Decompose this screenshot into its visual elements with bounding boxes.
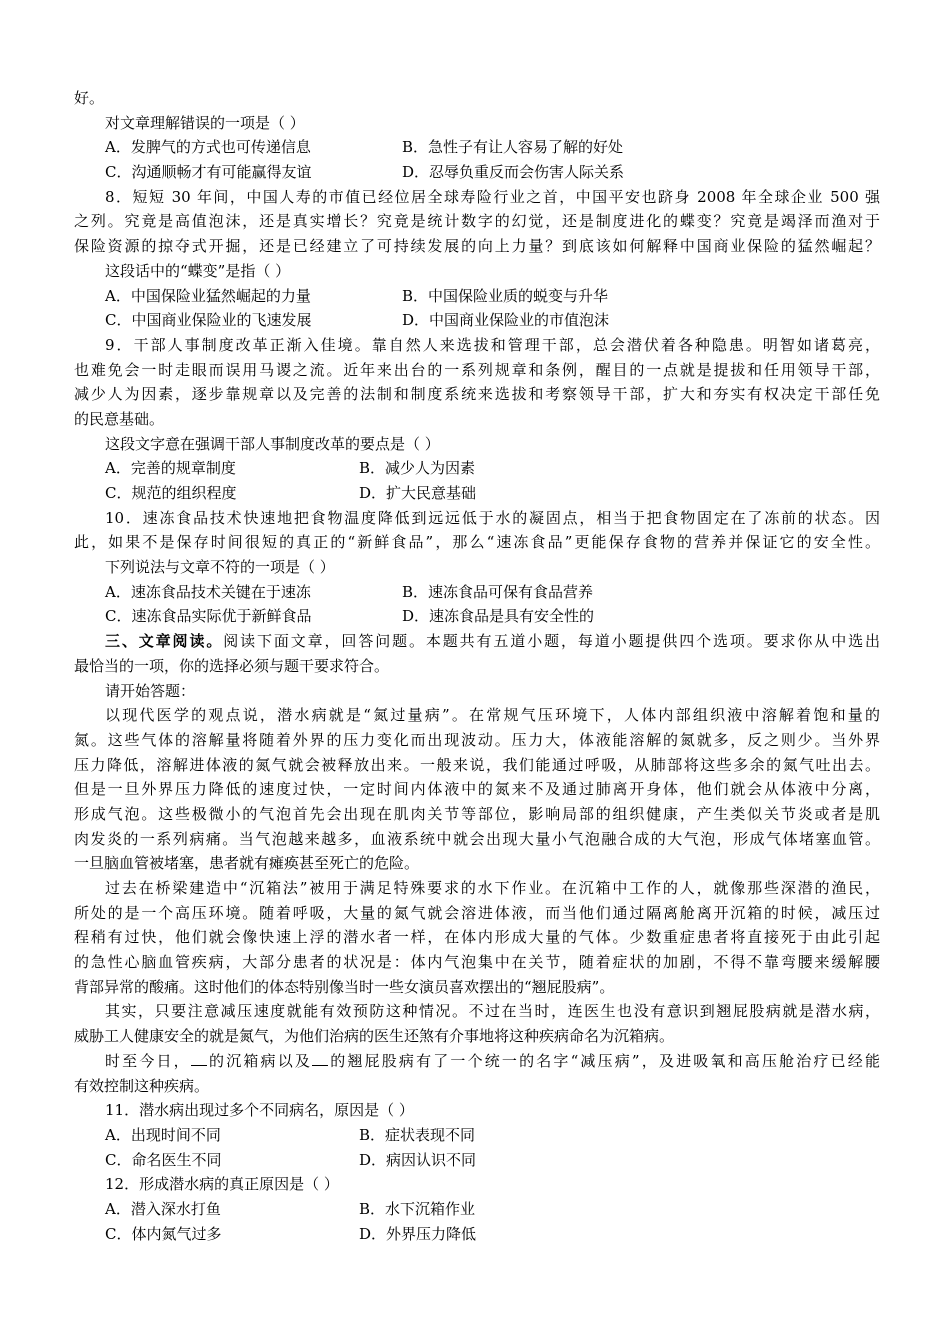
question-stem: 12．形成潜水病的真正原因是（ ） bbox=[105, 1175, 339, 1194]
question-stem: 这段文字意在强调干部人事制度改革的要点是（ ） bbox=[105, 434, 440, 453]
option-row bbox=[74, 135, 880, 160]
text-line: 减少人为因素，逐步靠规章以及完善的法制和制度系统来选拔和考察领导干部，扩大和夯实有权决定干部任免 bbox=[74, 385, 880, 404]
text-line: 的民意基础。 bbox=[74, 409, 165, 428]
text-line: 形成气泡。这些极微小的气泡首先会出现在肌肉关节等部位，影响局部的组织健康，产生类似关节炎或者是肌 bbox=[74, 804, 880, 823]
text-line: 程稍有过快，他们就会像快速上浮的潜水者一样，在体内形成大量的气体。少数重症患者将直接死于由此引起 bbox=[74, 928, 880, 947]
option-a: A．发脾气的方式也可传递信息 bbox=[105, 138, 311, 157]
option-c: C．中国商业保险业的飞速发展 bbox=[105, 311, 312, 330]
text-line: 好。 bbox=[74, 89, 105, 107]
question-stem: 对文章理解错误的一项是（ ） bbox=[105, 113, 305, 132]
text-line: 背部异常的酸痛。这时他们的体态特别像当时一些女演员喜欢摆出的“翘屁股病”。 bbox=[74, 977, 615, 996]
text-line: 肉发炎的一系列病痛。当气泡越来越多，血液系统中就会出现大量小气泡融合成的大气泡，形成气体堵塞血管。 bbox=[74, 829, 880, 848]
text-line: 9．干部人事制度改革正渐入佳境。靠自然人来选拔和管理干部，总会潜伏着各种隐患。明智如诸葛亮， bbox=[105, 335, 880, 354]
section-heading: 三、文章阅读。 bbox=[105, 632, 224, 651]
option-row bbox=[74, 1197, 880, 1222]
text-line: 之列。究竟是高值泡沫，还是真实增长？究竟是统计数字的幻觉，还是制度进化的蝶变？究竟是竭泽而渔对于 bbox=[74, 212, 880, 231]
text-line: 此，如果不是保存时间很短的真正的“新鲜食品”，那么“速冻食品”更能保存食物的营养并保证它的安全性。 bbox=[74, 533, 880, 552]
option-row bbox=[74, 160, 880, 185]
option-a: A．完善的规章制度 bbox=[105, 459, 236, 478]
option-b: B．速冻食品可保有食品营养 bbox=[402, 582, 594, 601]
option-d: D．中国商业保险业的市值泡沫 bbox=[402, 311, 610, 330]
option-row bbox=[74, 1222, 880, 1247]
option-c: C．命名医生不同 bbox=[105, 1150, 222, 1169]
option-row bbox=[74, 580, 880, 605]
option-d: D．忍辱负重反而会伤害人际关系 bbox=[402, 163, 625, 182]
option-b: B．症状表现不同 bbox=[359, 1125, 476, 1144]
text-line: 保险资源的掠夺式开掘，还是已经建立了可持续发展的向上力量？到底该如何解释中国商业保险的猛然崛起？ bbox=[74, 237, 880, 256]
option-c: C．沟通顺畅才有可能赢得友谊 bbox=[105, 163, 312, 182]
text-line: 8．短短 30 年间，中国人寿的市值已经位居全球寿险行业之首，中国平安也跻身 2008 年全球企业 500 强 bbox=[105, 187, 880, 206]
question-stem: 这段话中的“蝶变”是指（ ） bbox=[105, 261, 291, 280]
section-instructions: 阅读下面文章，回答问题。本题共有五道小题，每道小题提供四个选项。要求你从中选出 bbox=[223, 632, 880, 651]
option-row bbox=[74, 1123, 880, 1148]
option-row bbox=[74, 456, 880, 481]
text-line: 有效控制这种疾病。 bbox=[74, 1076, 210, 1095]
option-c: C．规范的组织程度 bbox=[105, 484, 237, 502]
question-stem: 下列说法与文章不符的一项是（ ） bbox=[105, 558, 335, 577]
text-line: 一旦脑血管被堵塞，患者就有瘫痪甚至死亡的危险。 bbox=[74, 854, 420, 873]
text-line: 也难免会一时走眼而误用马谡之流。近年来出台的一系列规章和条例，醒目的一点就是提拔和任用领导干部， bbox=[74, 360, 880, 379]
option-d: D．病因认识不同 bbox=[359, 1150, 477, 1169]
text-line: 的急性心脑血管疾病，大部分患者的状况是：体内气泡集中在关节，随着症状的加剧，不得不靠弯腰来缓解腰 bbox=[74, 953, 880, 972]
option-d: D．速冻食品是具有安全性的 bbox=[402, 607, 595, 626]
option-a: A．潜入深水打鱼 bbox=[105, 1199, 221, 1218]
option-a: A．出现时间不同 bbox=[105, 1125, 221, 1144]
text-segment: 的沉箱病以及 bbox=[206, 1051, 313, 1070]
option-b: B．减少人为因素 bbox=[359, 459, 476, 478]
text-line: 请开始答题： bbox=[105, 681, 196, 700]
option-d: D．外界压力降低 bbox=[359, 1224, 477, 1243]
text-line: 氮。这些气体的溶解量将随着外界的压力变化而出现波动。压力大，体液能溶解的氮就多，反之则少。当外界 bbox=[74, 730, 880, 749]
text-segment: 的翘屁股病有了一个统一的名字“减压病”，及进吸氧和高压舱治疗已经能 bbox=[328, 1051, 880, 1070]
option-row bbox=[74, 604, 880, 629]
option-row bbox=[74, 284, 880, 309]
text-line bbox=[74, 1049, 880, 1074]
option-b: B．水下沉箱作业 bbox=[359, 1199, 476, 1218]
text-line: 所处的是一个高压环境。随着呼吸，大量的氮气就会溶进体液，而当他们通过隔离舱离开沉箱的时候，减压过 bbox=[74, 903, 880, 922]
text-line: 10．速冻食品技术快速地把食物温度降低到远远低于水的凝固点，相当于把食物固定在了冻前的状态。因 bbox=[105, 508, 880, 527]
blank-underline bbox=[191, 1065, 207, 1066]
text-line: 但是一旦外界压力降低的速度过快，一定时间内体液中的氮来不及通过肺离开身体，他们就会从体液中分离， bbox=[74, 780, 880, 799]
text-line: 最恰当的一项，你的选择必须与题干要求符合。 bbox=[74, 656, 390, 675]
blank-underline bbox=[312, 1065, 328, 1066]
text-segment: 时至今日， bbox=[105, 1051, 191, 1070]
option-a: A．中国保险业猛然崛起的力量 bbox=[105, 286, 311, 305]
document-body bbox=[74, 86, 880, 1246]
option-d: D．扩大民意基础 bbox=[359, 484, 477, 502]
section-heading-line bbox=[74, 629, 880, 654]
option-a: A．速冻食品技术关键在于速冻 bbox=[105, 582, 311, 601]
option-row bbox=[74, 1148, 880, 1173]
text-line: 威胁工人健康安全的就是氮气，为他们治病的医生还煞有介事地将这种疾病命名为沉箱病。 bbox=[74, 1027, 675, 1046]
option-b: B．急性子有让人容易了解的好处 bbox=[402, 138, 624, 157]
text-line: 过去在桥梁建造中“沉箱法”被用于满足特殊要求的水下作业。在沉箱中工作的人，就像那些深潜的渔民， bbox=[105, 879, 880, 897]
question-stem: 11．潜水病出现过多个不同病名，原因是（ ） bbox=[105, 1101, 414, 1120]
text-line: 以现代医学的观点说，潜水病就是“氮过量病”。在常规气压环境下，人体内部组织液中溶解着饱和量的 bbox=[105, 706, 880, 725]
option-c: C．体内氮气过多 bbox=[105, 1224, 222, 1243]
text-line: 其实，只要注意减压速度就能有效预防这种情况。不过在当时，连医生也没有意识到翘屁股病就是潜水病， bbox=[105, 1002, 880, 1021]
option-c: C．速冻食品实际优于新鲜食品 bbox=[105, 607, 312, 626]
option-b: B．中国保险业质的蜕变与升华 bbox=[402, 286, 609, 305]
option-row bbox=[74, 481, 880, 506]
text-line: 压力降低，溶解进体液的氮气就会被释放出来。一般来说，我们能通过呼吸，从肺部将这些多余的氮气吐出去。 bbox=[74, 755, 880, 774]
option-row bbox=[74, 308, 880, 333]
